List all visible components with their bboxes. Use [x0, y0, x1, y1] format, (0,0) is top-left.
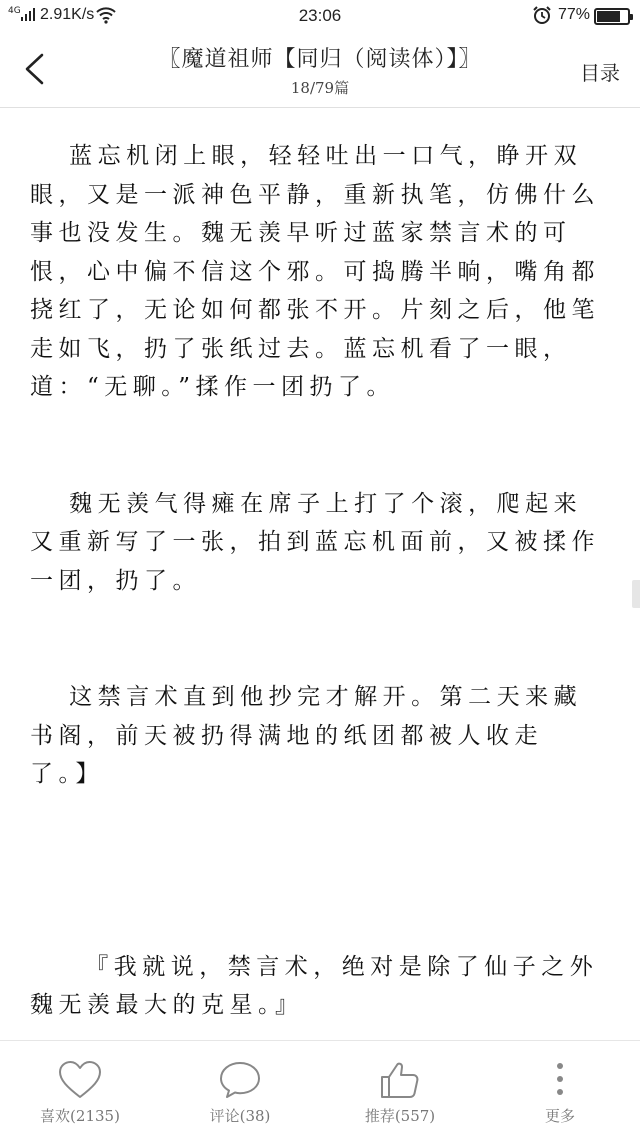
paragraph: 蓝忘机闭上眼，轻轻吐出一口气，睁开双眼，又是一派神色平静，重新执笔，仿佛什么事也没发生。魏无羡早听过蓝家禁言术的可恨，心中偏不信这个邪。可捣腾半晌，嘴角都挠红了，无论如何都张不开。片刻之后，他笔走如飞，扔了张纸过去。蓝忘机看了一眼，道：“无聊。”揉作一团扔了。	[30, 143, 600, 400]
book-title: 〖魔道祖师【同归（阅读体）】〗	[158, 47, 482, 72]
chapter-content	[30, 137, 600, 1025]
back-button[interactable]	[14, 48, 56, 90]
scroll-handle[interactable]	[632, 580, 640, 608]
heart-icon	[20, 1059, 140, 1103]
chevron-left-icon	[14, 48, 56, 90]
alarm-icon	[532, 5, 552, 29]
paragraph: 魏无羡气得瘫在席子上打了个滚，爬起来又重新写了一张，拍到蓝忘机面前，又被揉作一团，扔了。	[30, 490, 600, 594]
battery-percent: 77%	[558, 6, 591, 23]
paragraph: 这禁言术直到他抄完才解开。第二天来藏书阁，前天被扔得满地的纸团都被人收走了。】	[30, 684, 583, 787]
vertical-dots-icon	[500, 1059, 620, 1103]
thumbs-up-icon	[340, 1059, 460, 1103]
reader-header	[0, 32, 640, 108]
comment-label: 评论(38)	[209, 1107, 271, 1125]
battery-fill	[597, 11, 620, 22]
network-speed: 2.91K/s	[40, 6, 95, 23]
comment-button[interactable]	[180, 1041, 300, 1138]
like-label: 喜欢(2135)	[40, 1107, 120, 1125]
clock: 23:06	[298, 6, 342, 25]
toc-button[interactable]: 目录	[580, 61, 620, 85]
speech-bubble-icon	[180, 1059, 300, 1103]
bottom-action-bar	[0, 1040, 640, 1138]
chapter-progress: 18/79篇	[290, 79, 350, 97]
paragraph: 『我就说，禁言术，绝对是除了仙子之外魏无羡最大的克星。』	[30, 953, 599, 1018]
status-bar	[0, 0, 640, 32]
recommend-button[interactable]	[340, 1041, 460, 1138]
recommend-label: 推荐(557)	[364, 1107, 436, 1125]
network-type: 4G	[8, 6, 21, 16]
like-button[interactable]	[20, 1041, 140, 1138]
more-button[interactable]	[500, 1041, 620, 1138]
battery-icon	[594, 8, 630, 25]
more-label: 更多	[544, 1107, 575, 1125]
